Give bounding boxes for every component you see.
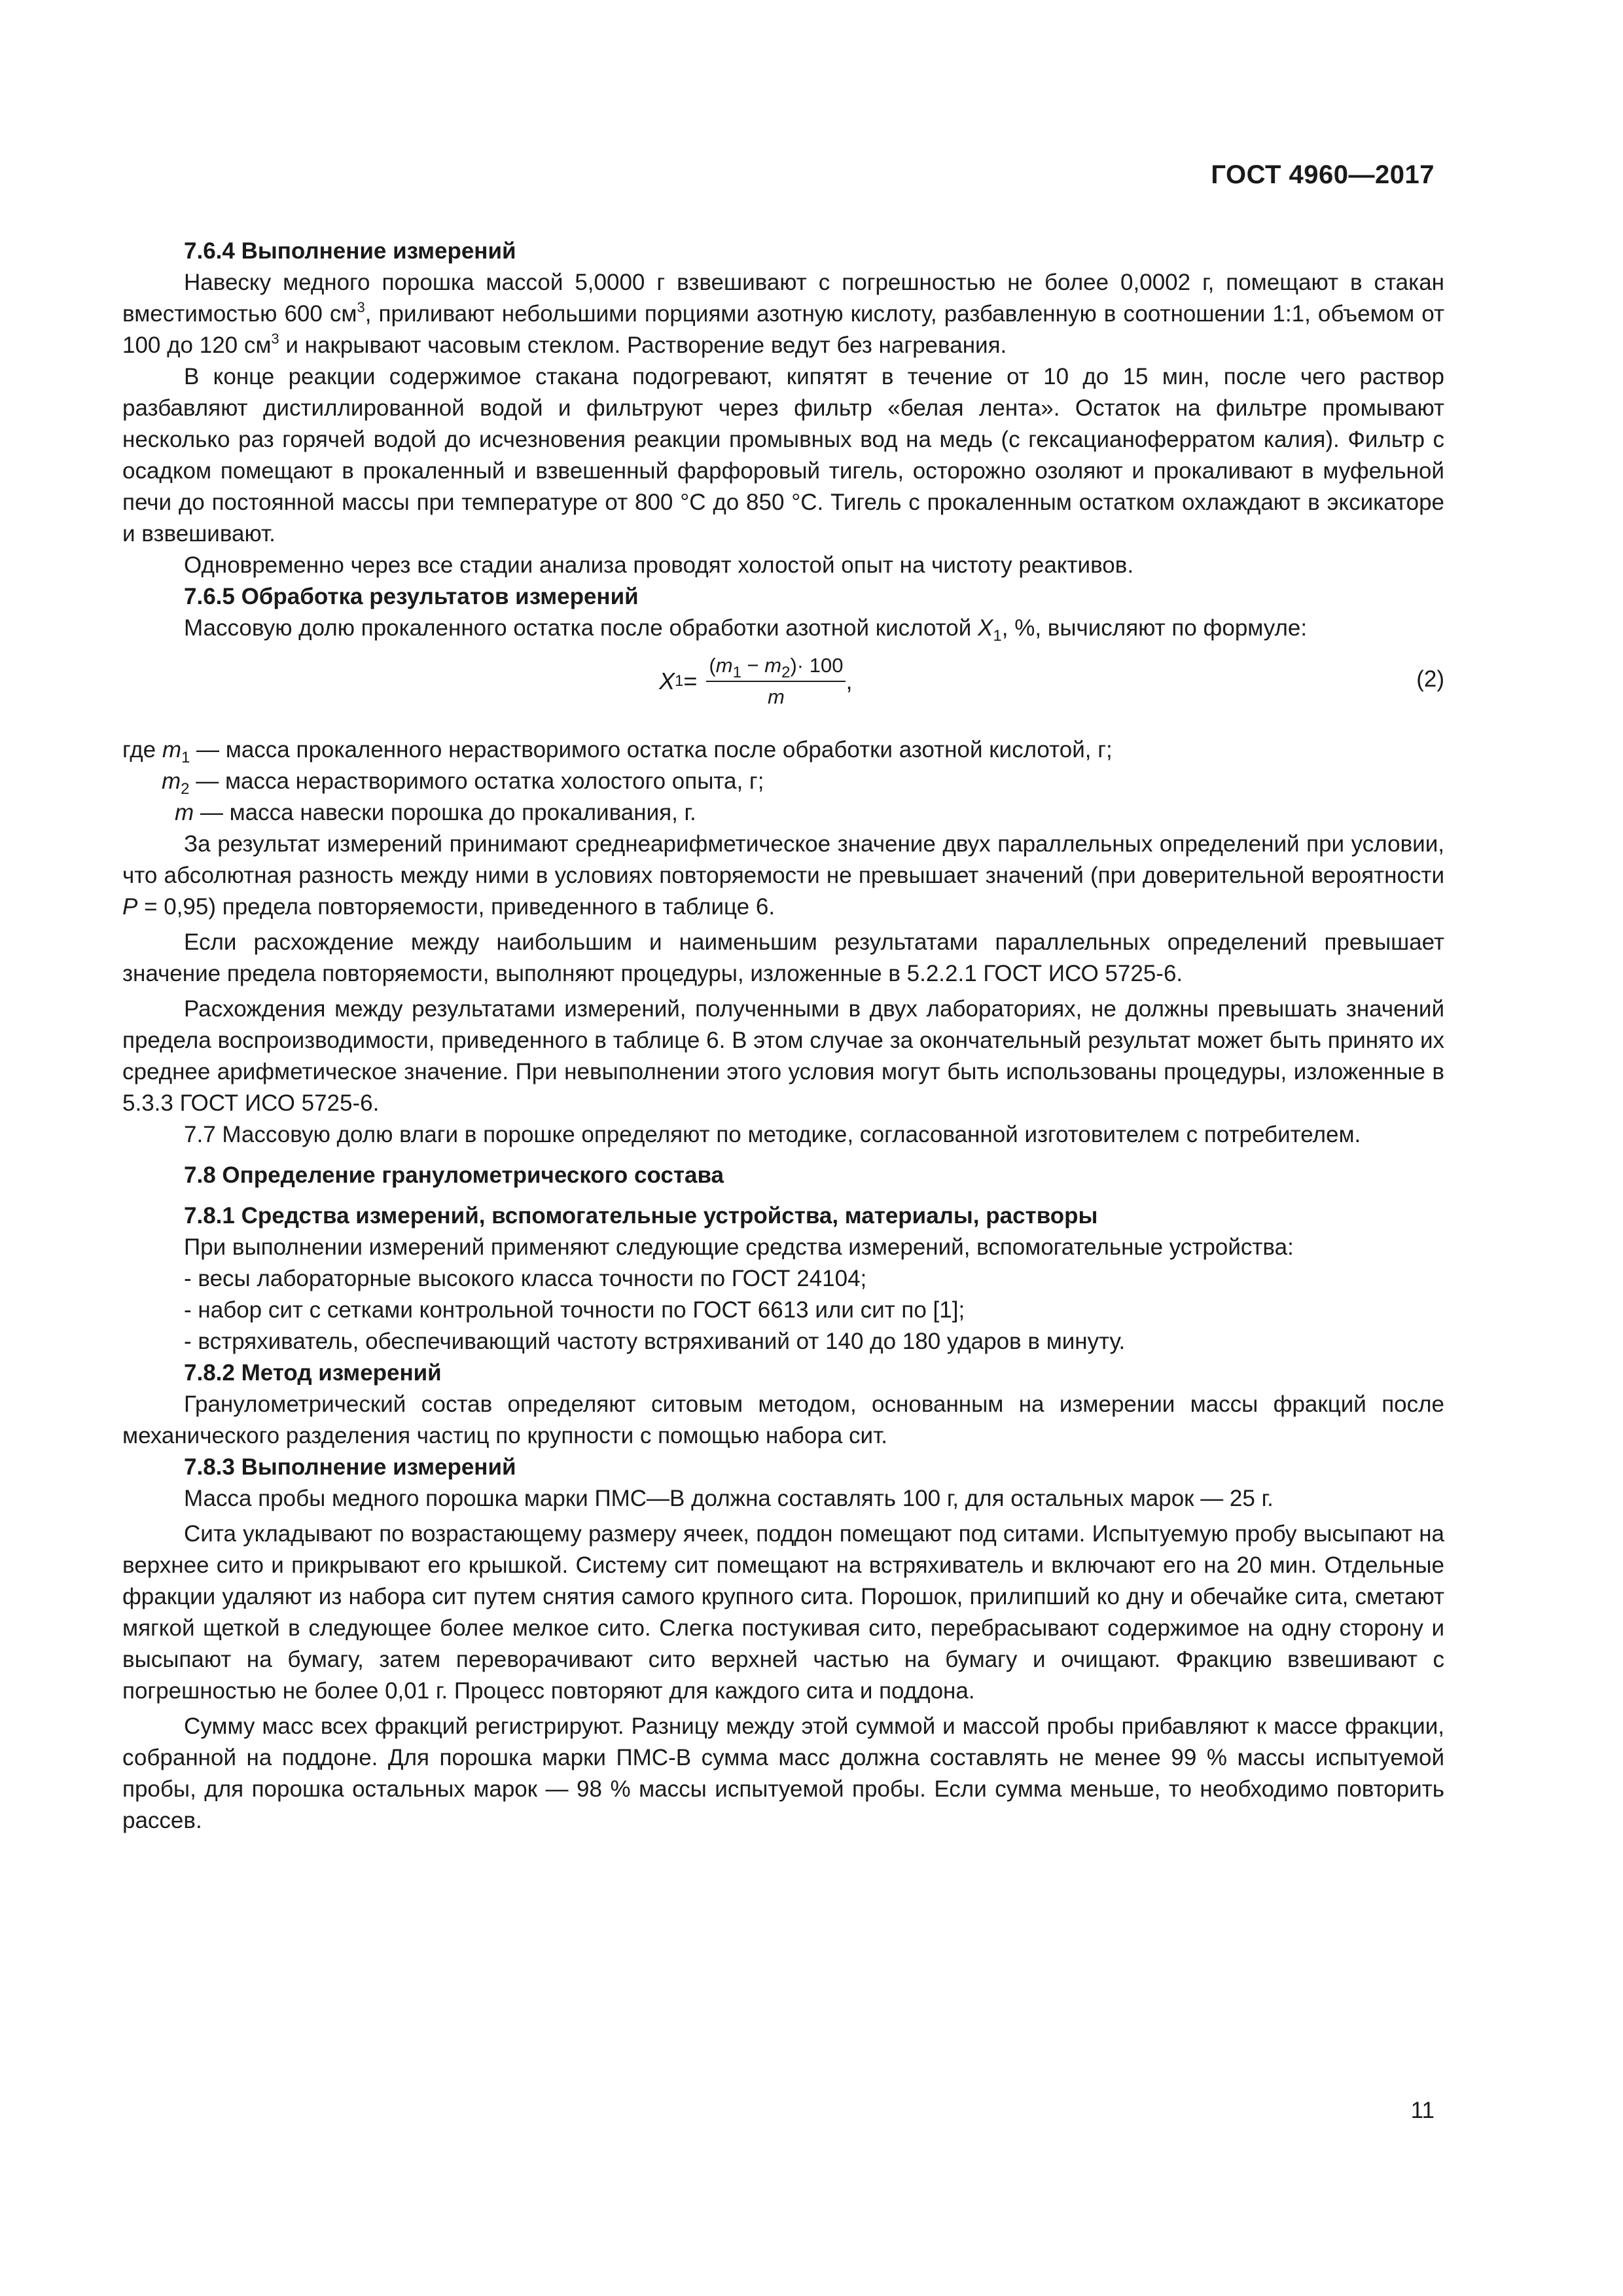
- subscript: 2: [781, 664, 791, 681]
- superscript: 3: [357, 299, 365, 315]
- variable: m: [162, 768, 181, 794]
- equals-sign: =: [683, 668, 698, 694]
- legend-line: [122, 734, 1444, 766]
- legend-line: [122, 797, 1444, 829]
- list-item: - встряхиватель, обеспечивающий частоту встряхиваний от 140 до 180 ударов в минуту.: [184, 1329, 1126, 1354]
- subscript: 2: [181, 780, 190, 798]
- formula-legend: [122, 734, 1444, 829]
- text-run: — масса прокаленного нерастворимого остатка после обработки азотной кислотой, г;: [190, 737, 1113, 762]
- text-run: = 0,95) предела повторяемости, приведенного в таблице 6.: [137, 894, 776, 920]
- section-heading-7-8-3: 7.8.3 Выполнение измерений: [184, 1454, 516, 1480]
- paragraph: Сумму масс всех фракций регистрируют. Разницу между этой суммой и массой пробы прибавляют к массе фракции, собранной на поддоне. Для порошка марки ПМС-В сумма масс должна составлять не менее 99 % массы испытуемой пробы, для порошка остальных марок — 98 % массы испытуемой пробы. Если сумма меньше, то необходимо повторить рассев.: [122, 1713, 1444, 1833]
- paragraph: Сита укладывают по возрастающему размеру ячеек, поддон помещают под ситами. Испытуемую пробу высыпают на верхнее сито и прикрывают его крышкой. Систему сит помещают на встряхиватель и включают его на 20 мин. Отдельные фракции удаляют из набора сит путем снятия самого крупного сита. Порошок, прилипший ко дну и обечайке сита, сметают мягкой щеткой в следующее более мелкое сито. Слегка постукивая сито, перебрасывают содержимое на одну сторону и высыпают на бумагу, затем переворачивают сито верхней частью на бумагу и очищают. Фракцию взвешивают с погрешностью не более 0,01 г. Процесс повторяют для каждого сита и поддона.: [122, 1521, 1444, 1704]
- section-heading-7-6-5: 7.6.5 Обработка результатов измерений: [184, 584, 639, 609]
- document-body: [122, 236, 1444, 1837]
- minus-sign: −: [741, 654, 765, 677]
- subscript: 1: [993, 627, 1002, 645]
- fraction-numerator: [706, 653, 846, 682]
- paragraph: Гранулометрический состав определяют ситовым методом, основанным на измерении массы фракций после механического разделения частиц по крупности с помощью набора сит.: [122, 1391, 1444, 1448]
- list-item: - набор сит с сетками контрольной точности по ГОСТ 6613 или сит по [1];: [184, 1297, 965, 1323]
- text-run: Массовую долю прокаленного остатка после обработки азотной кислотой: [184, 615, 978, 641]
- text-run: где: [122, 737, 162, 762]
- document-code-header: ГОСТ 4960—2017: [1211, 160, 1435, 189]
- formula: X 1 = $\frac{(m_1 - m_2)\cdot 100}{m}$ ,: [659, 654, 853, 708]
- text-run: — масса нерастворимого остатка холостого опыта, г;: [189, 768, 764, 794]
- subscript: 1: [181, 749, 190, 766]
- variable: P: [122, 894, 138, 920]
- variable: m: [764, 654, 782, 677]
- paragraph: [122, 267, 1444, 361]
- variable: X: [978, 615, 993, 641]
- text-run: , %, вычисляют по формуле:: [1001, 615, 1308, 641]
- section-heading-7-8-2: 7.8.2 Метод измерений: [184, 1360, 442, 1386]
- text-run: За результат измерений принимают среднеарифметическое значение двух параллельных определений при условии, что абсолютная разность между ними в условиях повторяемости не превышает значений (при доверительной вероятности: [122, 831, 1444, 888]
- paren: (: [709, 654, 716, 677]
- paragraph-7-7: 7.7 Массовую долю влаги в порошке определяют по методике, согласованной изготовителем с потребителем.: [184, 1122, 1361, 1147]
- variable: m: [175, 800, 194, 825]
- formula-lhs-variable: X: [659, 668, 675, 694]
- subscript: 1: [732, 664, 741, 681]
- fraction: [706, 653, 846, 709]
- paragraph: В конце реакции содержимое стакана подогревают, кипятят в течение от 10 до 15 мин, после чего раствор разбавляют дистиллированной водой и фильтруют через фильтр «белая лента». Остаток на фильтре промывают несколько раз горячей водой до исчезновения реакции промывных вод на медь (с гексацианоферратом калия). Фильтр с осадком помещают в прокаленный и взвешенный фарфоровый тигель, осторожно озоляют и прокаливают в муфельной печи до постоянной массы при температуре от 800 °С до 850 °С. Тигель с прокаленным остатком охлаждают в эксикаторе и взвешивают.: [122, 364, 1444, 547]
- paragraph: Расхождения между результатами измерений, полученными в двух лабораториях, не должны превышать значений предела воспроизводимости, приведенного в таблице 6. В этом случае за окончательный результат может быть принято их среднее арифметическое значение. При невыполнении этого условия могут быть использованы процедуры, изложенные в 5.3.3 ГОСТ ИСО 5725-6.: [122, 996, 1444, 1116]
- section-heading-7-8-1: 7.8.1 Средства измерений, вспомогательные устройства, материалы, растворы: [184, 1203, 1098, 1229]
- paragraph: Масса пробы медного порошка марки ПМС—В должна составлять 100 г, для остальных марок — 25 г.: [184, 1486, 1274, 1511]
- page-number: 11: [1410, 2098, 1435, 2123]
- text-run: )· 100: [790, 654, 844, 677]
- text-run: , приливают небольшими порциями азотную кислоту, разбавленную в соотношении 1:1, объемом от 100 до 120 см: [122, 301, 1444, 358]
- text-run: Навеску медного порошка массой 5,0000 г взвешивают с погрешностью не более 0,0002 г, помещают в стакан вместимостью 600 см: [122, 270, 1444, 327]
- formula-block: [122, 649, 1444, 721]
- variable: m: [715, 654, 733, 677]
- legend-line: [122, 766, 1444, 797]
- list-item: - весы лабораторные высокого класса точности по ГОСТ 24104;: [184, 1266, 867, 1291]
- fraction-denominator: m: [768, 685, 785, 708]
- text-run: и накрывают часовым стеклом. Растворение ведут без нагревания.: [279, 332, 1007, 358]
- section-heading-7-6-4: 7.6.4 Выполнение измерений: [184, 238, 516, 264]
- formula-number: (2): [1416, 666, 1444, 692]
- superscript: 3: [271, 331, 279, 347]
- section-heading-7-8: 7.8 Определение гранулометрического состава: [184, 1162, 724, 1188]
- text-run: — масса навески порошка до прокаливания, г.: [194, 800, 696, 825]
- comma: ,: [846, 668, 853, 694]
- paragraph: [122, 829, 1444, 923]
- paragraph: [122, 613, 1444, 644]
- paragraph: Если расхождение между наибольшим и наименьшим результатами параллельных определений превышает значение предела повторяемости, выполняют процедуры, изложенные в 5.2.2.1 ГОСТ ИСО 5725-6.: [122, 929, 1444, 986]
- variable: m: [162, 737, 181, 762]
- paragraph: Одновременно через все стадии анализа проводят холостой опыт на чистоту реактивов.: [184, 552, 1134, 578]
- paragraph: При выполнении измерений применяют следующие средства измерений, вспомогательные устройства:: [184, 1234, 1294, 1260]
